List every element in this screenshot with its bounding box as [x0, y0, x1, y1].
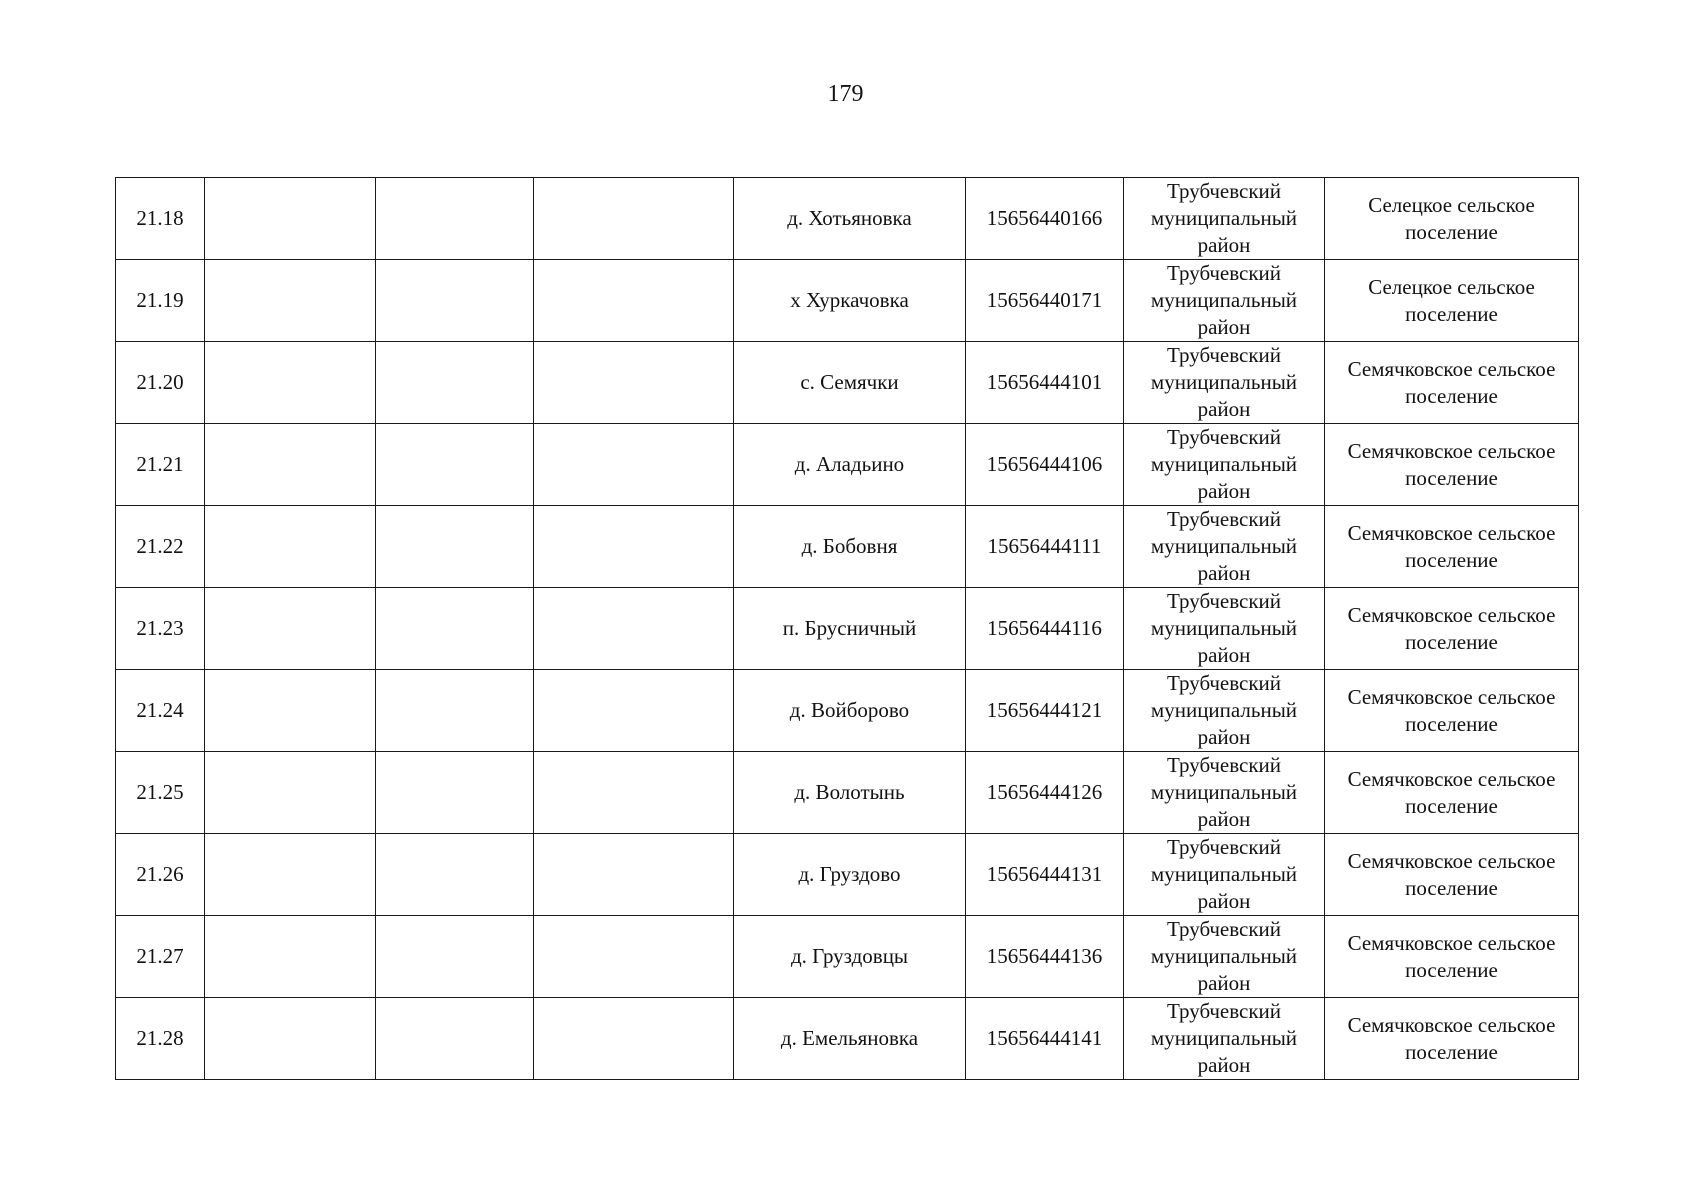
- table-row: [116, 506, 1579, 588]
- empty-cell: [205, 916, 376, 998]
- locality-name: д. Хотьяновка: [734, 178, 966, 260]
- settlement-name: Семячковское сельское поселение: [1325, 916, 1579, 998]
- table-row: [116, 424, 1579, 506]
- district-name: Трубчевский муниципальный район: [1124, 998, 1325, 1080]
- empty-cell: [376, 260, 534, 342]
- locality-name: с. Семячки: [734, 342, 966, 424]
- empty-cell: [534, 260, 734, 342]
- settlement-name: Семячковское сельское поселение: [1325, 342, 1579, 424]
- settlement-name: Семячковское сельское поселение: [1325, 752, 1579, 834]
- district-name: Трубчевский муниципальный район: [1124, 670, 1325, 752]
- oktmo-code: 15656444136: [966, 916, 1124, 998]
- row-number: 21.22: [116, 506, 205, 588]
- empty-cell: [534, 424, 734, 506]
- table-row: [116, 588, 1579, 670]
- settlement-name: Семячковское сельское поселение: [1325, 506, 1579, 588]
- empty-cell: [205, 752, 376, 834]
- row-number: 21.19: [116, 260, 205, 342]
- locality-name: д. Груздово: [734, 834, 966, 916]
- empty-cell: [376, 506, 534, 588]
- oktmo-code: 15656444116: [966, 588, 1124, 670]
- row-number: 21.18: [116, 178, 205, 260]
- oktmo-code: 15656444126: [966, 752, 1124, 834]
- empty-cell: [534, 998, 734, 1080]
- settlement-name: Селецкое сельское поселение: [1325, 260, 1579, 342]
- district-name: Трубчевский муниципальный район: [1124, 506, 1325, 588]
- registry-table: [115, 177, 1579, 1080]
- empty-cell: [376, 916, 534, 998]
- district-name: Трубчевский муниципальный район: [1124, 916, 1325, 998]
- empty-cell: [205, 342, 376, 424]
- settlement-name: Семячковское сельское поселение: [1325, 834, 1579, 916]
- empty-cell: [534, 588, 734, 670]
- row-number: 21.21: [116, 424, 205, 506]
- locality-name: д. Бобовня: [734, 506, 966, 588]
- district-name: Трубчевский муниципальный район: [1124, 342, 1325, 424]
- settlement-name: Семячковское сельское поселение: [1325, 998, 1579, 1080]
- empty-cell: [205, 834, 376, 916]
- oktmo-code: 15656444106: [966, 424, 1124, 506]
- page-number: 179: [827, 81, 864, 107]
- oktmo-code: 15656444121: [966, 670, 1124, 752]
- table-row: [116, 260, 1579, 342]
- oktmo-code: 15656444111: [966, 506, 1124, 588]
- empty-cell: [376, 998, 534, 1080]
- district-name: Трубчевский муниципальный район: [1124, 424, 1325, 506]
- empty-cell: [205, 260, 376, 342]
- empty-cell: [205, 178, 376, 260]
- locality-name: х Хуркачовка: [734, 260, 966, 342]
- district-name: Трубчевский муниципальный район: [1124, 260, 1325, 342]
- empty-cell: [534, 506, 734, 588]
- table-row: [116, 916, 1579, 998]
- district-name: Трубчевский муниципальный район: [1124, 834, 1325, 916]
- settlement-name: Семячковское сельское поселение: [1325, 670, 1579, 752]
- empty-cell: [534, 342, 734, 424]
- row-number: 21.23: [116, 588, 205, 670]
- row-number: 21.27: [116, 916, 205, 998]
- empty-cell: [534, 670, 734, 752]
- row-number: 21.25: [116, 752, 205, 834]
- row-number: 21.26: [116, 834, 205, 916]
- table-row: [116, 834, 1579, 916]
- empty-cell: [205, 506, 376, 588]
- oktmo-code: 15656440166: [966, 178, 1124, 260]
- district-name: Трубчевский муниципальный район: [1124, 752, 1325, 834]
- settlement-name: Семячковское сельское поселение: [1325, 588, 1579, 670]
- settlement-name: Семячковское сельское поселение: [1325, 424, 1579, 506]
- empty-cell: [534, 178, 734, 260]
- empty-cell: [376, 670, 534, 752]
- empty-cell: [534, 834, 734, 916]
- empty-cell: [376, 752, 534, 834]
- locality-name: д. Волотынь: [734, 752, 966, 834]
- empty-cell: [376, 588, 534, 670]
- empty-cell: [205, 424, 376, 506]
- table-row: [116, 342, 1579, 424]
- empty-cell: [376, 834, 534, 916]
- settlement-name: Селецкое сельское поселение: [1325, 178, 1579, 260]
- oktmo-code: 15656444131: [966, 834, 1124, 916]
- row-number: 21.28: [116, 998, 205, 1080]
- district-name: Трубчевский муниципальный район: [1124, 178, 1325, 260]
- table-row: [116, 998, 1579, 1080]
- row-number: 21.20: [116, 342, 205, 424]
- empty-cell: [205, 670, 376, 752]
- empty-cell: [534, 916, 734, 998]
- row-number: 21.24: [116, 670, 205, 752]
- empty-cell: [205, 998, 376, 1080]
- oktmo-code: 15656440171: [966, 260, 1124, 342]
- table-row: [116, 752, 1579, 834]
- locality-name: д. Войборово: [734, 670, 966, 752]
- table-row: [116, 178, 1579, 260]
- empty-cell: [376, 178, 534, 260]
- locality-name: п. Брусничный: [734, 588, 966, 670]
- locality-name: д. Емельяновка: [734, 998, 966, 1080]
- table-row: [116, 670, 1579, 752]
- locality-name: д. Аладьино: [734, 424, 966, 506]
- table-body: [116, 178, 1579, 1080]
- locality-name: д. Груздовцы: [734, 916, 966, 998]
- empty-cell: [376, 424, 534, 506]
- district-name: Трубчевский муниципальный район: [1124, 588, 1325, 670]
- empty-cell: [376, 342, 534, 424]
- oktmo-code: 15656444141: [966, 998, 1124, 1080]
- oktmo-code: 15656444101: [966, 342, 1124, 424]
- empty-cell: [534, 752, 734, 834]
- empty-cell: [205, 588, 376, 670]
